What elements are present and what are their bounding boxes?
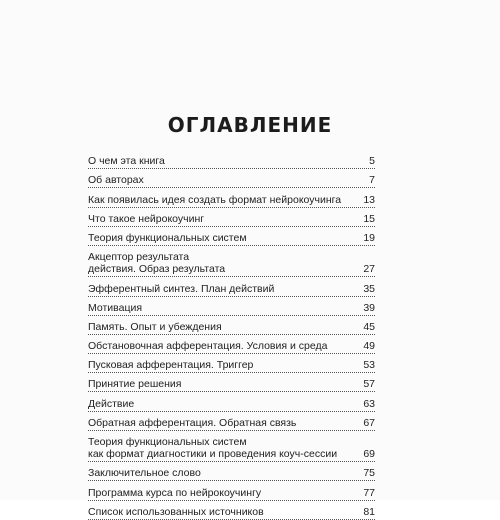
toc-entry (88, 373, 375, 392)
toc-entry-title-line: Действие (88, 397, 135, 410)
toc-entry (88, 335, 375, 354)
toc-entry (88, 392, 375, 411)
toc-entry-title (88, 359, 361, 372)
toc-entry-title (88, 321, 361, 334)
toc-entry-title (88, 378, 361, 391)
toc-entry-page-number: 67 (363, 416, 375, 429)
toc-entry-title (88, 340, 361, 353)
toc-entry-page-number: 77 (363, 486, 375, 499)
toc-entry-title-line: действия. Образ результата (88, 263, 226, 276)
toc-entry-page-number: 5 (369, 155, 375, 168)
toc-entry-title-line: О чем эта книга (88, 155, 165, 168)
page-title: ОГЛАВЛЕНИЕ (167, 113, 333, 137)
toc-entry (88, 227, 375, 246)
toc-entry-page-number: 63 (363, 397, 375, 410)
toc-entry-title-line: Пусковая афферентация. Триггер (88, 359, 254, 372)
toc-entry-title-line: Акцептор результата (88, 251, 190, 264)
toc-entry-title (88, 213, 361, 226)
toc-entry-page-number: 75 (363, 467, 375, 480)
toc-entry-page-number: 57 (363, 378, 375, 391)
toc-entry-title (88, 174, 361, 187)
toc-entry (88, 481, 375, 500)
toc-entry-title-line: Мотивация (88, 301, 143, 314)
toc-entry-page-number: 39 (363, 301, 375, 314)
toc-entry-title (88, 436, 361, 461)
toc-entry (88, 208, 375, 227)
toc-entry-page-number: 27 (363, 263, 375, 276)
toc-entry-page-number: 49 (363, 340, 375, 353)
toc-entry-title-line: Программа курса по нейрокоучингу (88, 486, 262, 499)
toc-entry (88, 188, 375, 207)
toc-entry-page-number: 45 (363, 320, 375, 333)
toc-entry-page-number: 81 (363, 505, 375, 518)
toc-entry (88, 316, 375, 335)
toc-entry-title-line: Список использованных источников (88, 505, 264, 518)
table-of-contents (88, 150, 375, 520)
toc-entry-page-number: 53 (363, 359, 375, 372)
toc-entry-page-number: 13 (363, 193, 375, 206)
toc-entry-page-number: 35 (363, 282, 375, 295)
toc-entry (88, 246, 375, 277)
toc-entry-title (88, 155, 361, 168)
toc-entry-title (88, 302, 361, 315)
toc-entry (88, 277, 375, 296)
toc-entry-page-number: 19 (363, 231, 375, 244)
toc-entry-title-line: Обратная афферентация. Обратная связь (88, 416, 297, 429)
toc-entry-title-line: Об авторах (88, 174, 144, 187)
toc-entry-title (88, 251, 361, 276)
toc-entry-title (88, 194, 361, 207)
toc-entry-title-line: Память. Опыт и убеждения (88, 320, 222, 333)
toc-entry (88, 169, 375, 188)
toc-entry-title-line: Теория функциональных систем (88, 436, 247, 449)
toc-entry-page-number: 15 (363, 212, 375, 225)
toc-entry (88, 150, 375, 169)
toc-entry (88, 354, 375, 373)
toc-entry-title-line: как формат диагностики и проведения коуч-сессии (88, 448, 338, 461)
toc-entry-title-line: Обстановочная афферентация. Условия и среда (88, 340, 328, 353)
toc-entry (88, 412, 375, 431)
toc-entry-title-line: Теория функциональных систем (88, 231, 247, 244)
toc-entry-title (88, 283, 361, 296)
toc-entry (88, 297, 375, 316)
toc-entry (88, 462, 375, 481)
toc-entry-title (88, 467, 361, 480)
toc-entry-page-number: 7 (369, 174, 375, 187)
toc-entry-title (88, 506, 361, 519)
toc-entry-title (88, 487, 361, 500)
toc-entry-page-number: 69 (363, 448, 375, 461)
toc-entry (88, 431, 375, 462)
toc-entry-title (88, 398, 361, 411)
toc-entry-title-line: Заключительное слово (88, 467, 201, 480)
toc-entry-title-line: Как появилась идея создать формат нейрокоучинга (88, 193, 342, 206)
toc-entry-title-line: Что такое нейрокоучинг (88, 212, 205, 225)
toc-entry-title-line: Принятие решения (88, 378, 182, 391)
toc-entry (88, 501, 375, 520)
toc-entry-title-line: Эфферентный синтез. План действий (88, 282, 275, 295)
toc-entry-title (88, 417, 361, 430)
toc-entry-title (88, 232, 361, 245)
